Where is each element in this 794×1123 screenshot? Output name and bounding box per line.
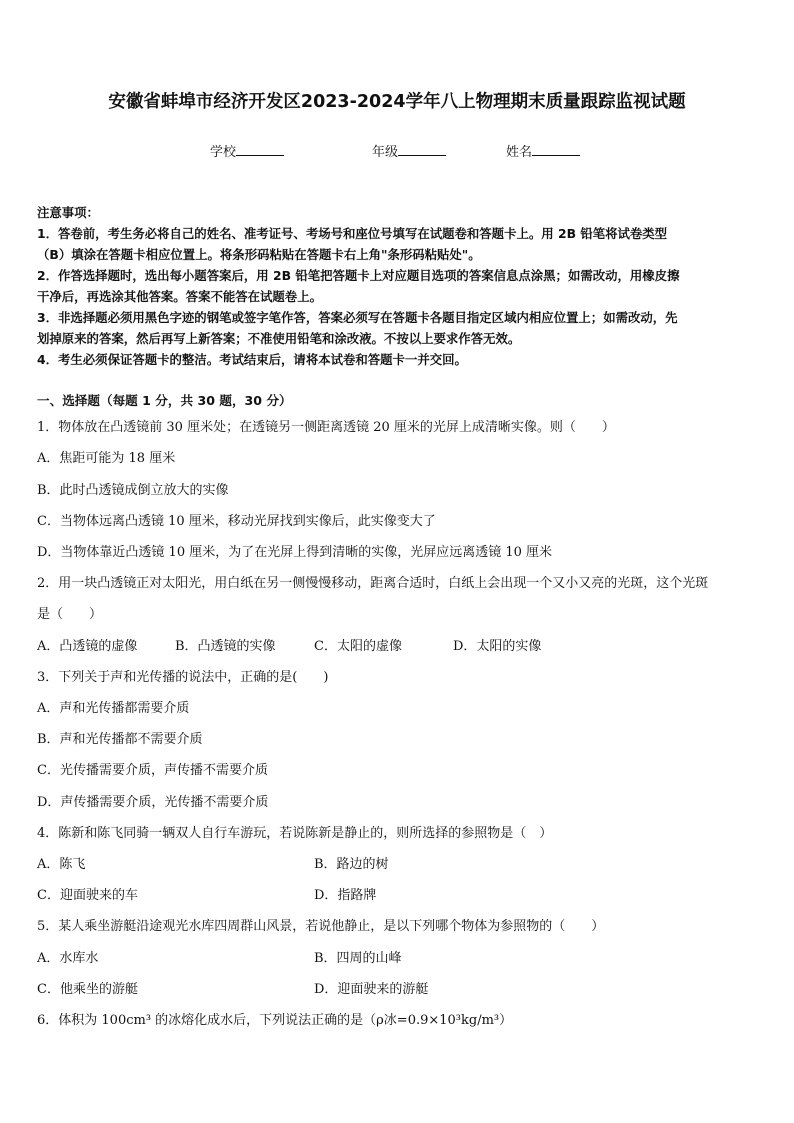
name-blank xyxy=(532,143,580,156)
question-3-stem: 3．下列关于声和光传播的说法中，正确的是( ) xyxy=(37,670,329,685)
question-1-stem: 1．物体放在凸透镜前 30 厘米处；在透镜另一侧距离透镜 20 厘米的光屏上成清晰实像。则（ ） xyxy=(37,420,615,435)
notes-line: （B）填涂在答题卡相应位置上。将条形码粘贴在答题卡右上角"条形码粘贴处"。 xyxy=(37,247,481,262)
name-field xyxy=(506,141,580,160)
question-2-option-b: B．凸透镜的实像 xyxy=(175,639,276,654)
notes-line: 干净后，再选涂其他答案。答案不能答在试题卷上。 xyxy=(37,289,322,304)
notes-heading: 注意事项： xyxy=(37,205,99,220)
question-3-option-c: C．光传播需要介质，声传播不需要介质 xyxy=(37,763,268,778)
question-1-option-a: A．焦距可能为 18 厘米 xyxy=(37,451,176,466)
question-5-option-a: A．水库水 xyxy=(37,951,99,966)
page-title: 安徽省蚌埠市经济开发区2023-2024学年八上物理期末质量跟踪监视试题 xyxy=(108,92,686,112)
question-2-option-d: D．太阳的实像 xyxy=(453,639,542,654)
notes-line: 1．答卷前，考生务必将自己的姓名、准考证号、考场号和座位号填写在试题卷和答题卡上。用 2B 铅笔将试卷类型 xyxy=(37,226,668,241)
question-4-stem: 4．陈新和陈飞同骑一辆双人自行车游玩，若说陈新是静止的，则所选择的参照物是（ ） xyxy=(37,826,553,841)
question-2-stem: 2．用一块凸透镜正对太阳光，用白纸在另一侧慢慢移动，距离合适时，白纸上会出现一个又小又亮的光斑，这个光斑 xyxy=(37,576,709,591)
question-3-option-b: B．声和光传播都不需要介质 xyxy=(37,732,203,747)
grade-field xyxy=(372,141,446,160)
question-2-stem-cont: 是（ ） xyxy=(37,607,103,622)
question-6-stem: 6．体积为 100cm³ 的冰熔化成水后，下列说法正确的是（ρ冰=0.9×10³kg/m³） xyxy=(37,1013,513,1028)
school-field xyxy=(210,141,284,160)
question-5-option-c: C．他乘坐的游艇 xyxy=(37,982,138,997)
question-2-option-c: C．太阳的虚像 xyxy=(314,639,402,654)
notes-line: 3．非选择题必须用黑色字迹的钢笔或签字笔作答，答案必须写在答题卡各题目指定区域内相应位置上；如需改动，先 xyxy=(37,310,678,325)
grade-label: 年级 xyxy=(372,145,399,160)
section-heading: 一、选择题（每题 1 分，共 30 题，30 分） xyxy=(37,393,292,408)
question-1-option-c: C．当物体远离凸透镜 10 厘米，移动光屏找到实像后，此实像变大了 xyxy=(37,514,436,529)
question-1-option-b: B．此时凸透镜成倒立放大的实像 xyxy=(37,483,229,498)
question-1-option-d: D．当物体靠近凸透镜 10 厘米，为了在光屏上得到清晰的实像，光屏应远离透镜 10 厘米 xyxy=(37,545,553,560)
notes-line: 划掉原来的答案，然后再写上新答案；不准使用铅笔和涂改液。不按以上要求作答无效。 xyxy=(37,331,521,346)
notes-line: 2．作答选择题时，选出每小题答案后，用 2B 铅笔把答题卡上对应题目选项的答案信息点涂黑；如需改动，用橡皮擦 xyxy=(37,268,680,283)
question-3-option-d: D．声传播需要介质，光传播不需要介质 xyxy=(37,795,269,810)
grade-blank xyxy=(398,143,446,156)
question-4-option-d: D．指路牌 xyxy=(314,888,377,903)
question-3-option-a: A．声和光传播都需要介质 xyxy=(37,701,190,716)
question-5-stem: 5．某人乘坐游艇沿途观光水库四周群山风景，若说他静止，是以下列哪个物体为参照物的（ ） xyxy=(37,919,605,934)
question-4-option-c: C．迎面驶来的车 xyxy=(37,888,138,903)
school-blank xyxy=(236,143,284,156)
question-5-option-b: B．四周的山峰 xyxy=(314,951,402,966)
name-label: 姓名 xyxy=(506,145,533,160)
school-label: 学校 xyxy=(210,145,237,160)
notes-line: 4．考生必须保证答题卡的整洁。考试结束后，请将本试卷和答题卡一并交回。 xyxy=(37,352,467,367)
question-2-option-a: A．凸透镜的虚像 xyxy=(37,639,138,654)
question-5-option-d: D．迎面驶来的游艇 xyxy=(314,982,429,997)
question-4-option-b: B．路边的树 xyxy=(314,857,389,872)
question-4-option-a: A．陈飞 xyxy=(37,857,86,872)
